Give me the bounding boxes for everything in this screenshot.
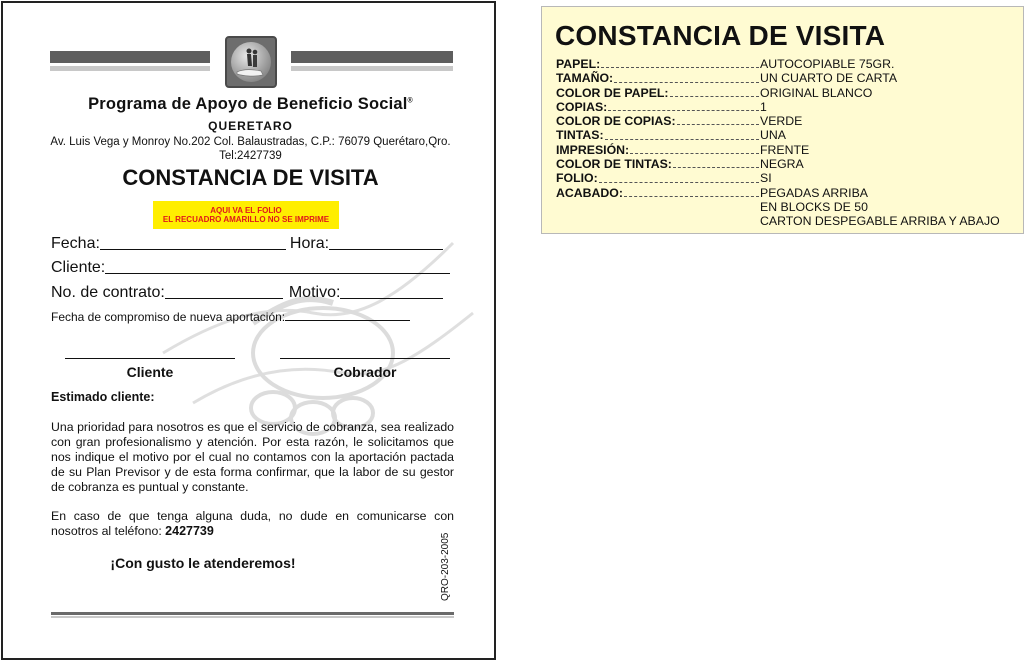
header-bar-right [291, 51, 453, 63]
spec-row-tintas [556, 128, 1016, 142]
leader-dots [599, 171, 759, 182]
leader-dots [624, 186, 759, 197]
spec-row-folio [556, 171, 1016, 185]
folio-note-line1: AQUI VA EL FOLIO [210, 206, 282, 215]
spec-value: VERDE [760, 114, 803, 129]
spec-value: AUTOCOPIABLE 75GR. [760, 57, 895, 71]
form-code: QRO-203-2005 [440, 532, 451, 601]
leader-dots [601, 57, 759, 68]
footer-bar [51, 612, 454, 615]
print-spec-panel [541, 6, 1024, 234]
leader-dots [670, 86, 760, 97]
field-row-cliente [51, 259, 450, 277]
header-bar-left-light [50, 66, 210, 71]
spec-key: TINTAS: [556, 128, 604, 143]
spec-row-color-tintas [556, 157, 1016, 171]
leader-dots [614, 71, 759, 82]
leader-dots [673, 157, 759, 168]
spec-value: UNA [760, 128, 786, 143]
spec-key: FOLIO: [556, 171, 598, 186]
spec-value: EN BLOCKS DE 50 [760, 199, 868, 214]
spec-row-color-copias [556, 114, 1016, 128]
field-row-fecha-hora [51, 235, 443, 253]
spec-value: UN CUARTO DE CARTA [760, 71, 898, 86]
hora-label: Hora: [289, 235, 330, 252]
contact-phone: 2427739 [165, 524, 214, 538]
spec-row-acabado-3 [556, 214, 1016, 228]
spec-value: 1 [760, 99, 767, 114]
spec-value: SI [760, 171, 772, 186]
leader-dots [605, 128, 759, 139]
spec-value: FRENTE [760, 142, 810, 157]
org-phone: Tel:2427739 [219, 150, 282, 162]
fecha-label: Fecha: [51, 235, 100, 252]
spec-key: COLOR DE TINTAS: [556, 157, 672, 172]
fecha-field[interactable] [100, 248, 286, 250]
spec-list [556, 57, 1016, 229]
spec-value: CARTON DESPEGABLE ARRIBA Y ABAJO [760, 214, 1000, 229]
hora-field[interactable] [329, 248, 443, 250]
spec-key: COPIAS: [556, 99, 608, 114]
spec-key: COLOR DE PAPEL: [556, 85, 669, 100]
spec-row-tamano [556, 71, 1016, 85]
spec-value: NEGRA [760, 157, 804, 172]
spec-key: IMPRESIÓN: [556, 142, 630, 157]
closing-line: ¡Con gusto le atenderemos! [110, 555, 296, 571]
spec-title: CONSTANCIA DE VISITA [555, 20, 886, 51]
contrato-label: No. de contrato: [51, 284, 165, 301]
cobrador-signature-label: Cobrador [333, 364, 397, 380]
greeting: Estimado cliente: [51, 390, 155, 404]
org-name: Programa de Apoyo de Beneficio Social® [88, 95, 413, 113]
spec-key: COLOR DE COPIAS: [556, 114, 676, 129]
body-paragraph-1: Una prioridad para nosotros es que el servicio de cobranza, sea realizado con gran profesionalismo y atención. Por esta razón, le solicitamos que nos indique el motivo por el cual no contamos con la aportación pactada de su Plan Previsor y de esta forma confirmar, que la labor de su gestor de cobranza es puntual y constante. [51, 420, 454, 494]
footer-bar-light [51, 616, 454, 618]
org-city: QUERETARO [208, 119, 293, 133]
leader-dots [630, 143, 759, 154]
leader-dots [677, 114, 759, 125]
header-bar-right-light [291, 66, 453, 71]
spec-row-acabado-2 [556, 200, 1016, 214]
spec-key: ACABADO: [556, 185, 623, 200]
folio-note-line2: EL RECUADRO AMARILLO NO SE IMPRIME [162, 215, 330, 224]
spec-value: ORIGINAL BLANCO [760, 85, 873, 100]
spec-row-color-papel [556, 86, 1016, 100]
cliente-signature-label: Cliente [126, 364, 174, 380]
cobrador-signature-line[interactable] [280, 358, 450, 359]
spec-key: PAPEL: [556, 57, 601, 71]
leader-dots [608, 100, 759, 111]
spec-row-copias [556, 100, 1016, 114]
contrato-field[interactable] [165, 297, 283, 299]
people-on-hand-icon [231, 42, 271, 82]
folio-placeholder [153, 201, 339, 229]
org-address: Av. Luis Vega y Monroy No.202 Col. Balaustradas, C.P.: 76079 Querétaro,Qro. [50, 136, 451, 148]
org-logo [225, 36, 277, 88]
spec-key: TAMAÑO: [556, 71, 614, 86]
field-row-contrato-motivo [51, 284, 443, 302]
body-paragraph-2 [51, 509, 454, 539]
document-title: CONSTANCIA DE VISITA [122, 165, 379, 190]
visit-form-card [1, 1, 496, 660]
cliente-field[interactable] [105, 272, 450, 274]
spec-row-acabado [556, 186, 1016, 200]
field-row-compromiso [51, 310, 410, 324]
spec-value: PEGADAS ARRIBA [760, 185, 868, 200]
motivo-field[interactable] [340, 297, 443, 299]
compromiso-label: Fecha de compromiso de nueva aportación: [51, 310, 286, 324]
header-bar-left [50, 51, 210, 63]
spec-row-impresion [556, 143, 1016, 157]
cliente-label: Cliente: [51, 259, 106, 276]
motivo-label: Motivo: [288, 284, 341, 301]
contact-text: En caso de que tenga alguna duda, no dude en comunicarse con nosotros al teléfono: [51, 509, 454, 538]
spec-row-papel [556, 57, 1016, 71]
cliente-signature-line[interactable] [65, 358, 235, 359]
compromiso-field[interactable] [285, 319, 410, 321]
